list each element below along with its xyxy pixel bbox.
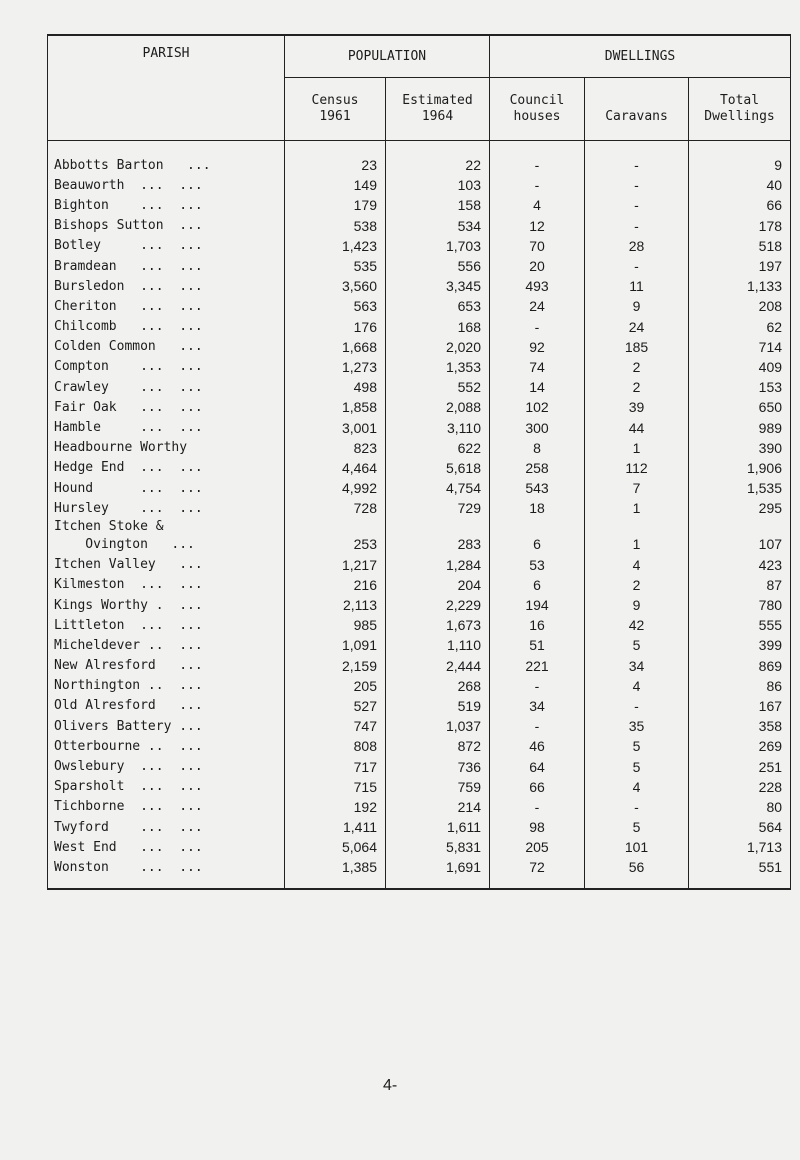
estimated-cell: 268 (386, 676, 490, 696)
total-dwellings-cell: 714 (689, 337, 791, 357)
caravans-cell: 9 (585, 296, 689, 316)
census-cell: 535 (285, 256, 386, 276)
parish-name: Itchen Stoke & (48, 518, 285, 534)
estimated-cell: 158 (386, 195, 490, 215)
census-cell: 985 (285, 615, 386, 635)
parish-name: Cheriton ... ... (48, 296, 285, 316)
council-houses-cell: 300 (490, 417, 585, 437)
caravans-cell: 7 (585, 478, 689, 498)
council-houses-cell: 14 (490, 377, 585, 397)
total-dwellings-header: Total Dwellings (689, 78, 791, 141)
council-houses-cell: 98 (490, 817, 585, 837)
council-houses-cell: 8 (490, 438, 585, 458)
caravans-cell: 56 (585, 857, 689, 877)
estimated-cell: 1,110 (386, 635, 490, 655)
page-number: 4- (383, 1077, 398, 1094)
census-cell: 1,668 (285, 337, 386, 357)
table-row (48, 417, 791, 437)
estimated-cell: 653 (386, 296, 490, 316)
table-row (48, 256, 791, 276)
estimated-cell: 2,444 (386, 656, 490, 676)
table-row (48, 438, 791, 458)
table-row (48, 756, 791, 776)
parish-table-sheet (47, 34, 790, 890)
parish-name: Bighton ... ... (48, 195, 285, 215)
council-houses-cell: - (490, 317, 585, 337)
total-dwellings-cell: 399 (689, 635, 791, 655)
parish-name: Itchen Valley ... (48, 555, 285, 575)
council-houses-cell: - (490, 175, 585, 195)
council-houses-cell: 221 (490, 656, 585, 676)
council-houses-cell: 16 (490, 615, 585, 635)
total-dwellings-cell: 869 (689, 656, 791, 676)
table-row (48, 317, 791, 337)
council-houses-cell: 53 (490, 555, 585, 575)
census-cell: 1,411 (285, 817, 386, 837)
estimated-cell: 556 (386, 256, 490, 276)
council-houses-cell: 6 (490, 575, 585, 595)
total-dwellings-cell: 551 (689, 857, 791, 877)
census-cell: 717 (285, 756, 386, 776)
total-dwellings-cell: 390 (689, 438, 791, 458)
parish-name: Twyford ... ... (48, 817, 285, 837)
caravans-cell: 1 (585, 438, 689, 458)
council-houses-cell: 24 (490, 296, 585, 316)
parish-name: Chilcomb ... ... (48, 317, 285, 337)
census-cell: 2,113 (285, 595, 386, 615)
estimated-cell: 214 (386, 797, 490, 817)
total-dwellings-cell: 107 (689, 534, 791, 554)
total-dwellings-cell: 650 (689, 397, 791, 417)
census-cell: 23 (285, 155, 386, 175)
parish-rows (48, 155, 791, 878)
census-cell: 4,464 (285, 458, 386, 478)
census-cell: 1,423 (285, 236, 386, 256)
census-cell: 715 (285, 777, 386, 797)
estimated-cell: 168 (386, 317, 490, 337)
total-dwellings-cell: 153 (689, 377, 791, 397)
census-header: Census 1961 (285, 78, 386, 141)
parish-name: Botley ... ... (48, 236, 285, 256)
estimated-cell: 1,691 (386, 857, 490, 877)
council-houses-cell: 543 (490, 478, 585, 498)
total-dwellings-cell: 197 (689, 256, 791, 276)
estimated-cell: 2,020 (386, 337, 490, 357)
estimated-cell: 283 (386, 534, 490, 554)
table-row (48, 296, 791, 316)
table-row (48, 837, 791, 857)
table-row (48, 615, 791, 635)
council-houses-cell: 34 (490, 696, 585, 716)
table-row (48, 555, 791, 575)
total-dwellings-cell: 66 (689, 195, 791, 215)
total-dwellings-cell: 228 (689, 777, 791, 797)
council-houses-cell: 72 (490, 857, 585, 877)
census-cell: 823 (285, 438, 386, 458)
estimated-cell: 1,703 (386, 236, 490, 256)
estimated-cell: 1,284 (386, 555, 490, 575)
council-houses-header: Council houses (490, 78, 585, 141)
total-dwellings-cell: 423 (689, 555, 791, 575)
parish-name: Owslebury ... ... (48, 756, 285, 776)
table-row (48, 236, 791, 256)
estimated-cell: 1,037 (386, 716, 490, 736)
council-houses-cell: 12 (490, 216, 585, 236)
caravans-cell: 24 (585, 317, 689, 337)
council-houses-cell: 74 (490, 357, 585, 377)
population-header: POPULATION (285, 35, 490, 78)
council-houses-cell: 18 (490, 498, 585, 518)
total-dwellings-cell: 87 (689, 575, 791, 595)
census-cell: 728 (285, 498, 386, 518)
caravans-cell: 4 (585, 777, 689, 797)
council-houses-cell: 20 (490, 256, 585, 276)
table-row (48, 696, 791, 716)
parish-name: West End ... ... (48, 837, 285, 857)
table-row (48, 857, 791, 877)
total-dwellings-cell: 80 (689, 797, 791, 817)
parish-name: Hound ... ... (48, 478, 285, 498)
council-houses-cell: 64 (490, 756, 585, 776)
census-cell: 808 (285, 736, 386, 756)
parish-name: Colden Common ... (48, 337, 285, 357)
parish-name: Old Alresford ... (48, 696, 285, 716)
total-dwellings-cell: 1,906 (689, 458, 791, 478)
total-dwellings-cell: 409 (689, 357, 791, 377)
caravans-cell: 39 (585, 397, 689, 417)
council-houses-cell: 493 (490, 276, 585, 296)
estimated-header: Estimated 1964 (386, 78, 490, 141)
table-row (48, 478, 791, 498)
table-row (48, 377, 791, 397)
parish-name: Abbotts Barton ... (48, 155, 285, 175)
parish-name: Fair Oak ... ... (48, 397, 285, 417)
estimated-cell: 552 (386, 377, 490, 397)
dwellings-header: DWELLINGS (490, 35, 791, 78)
caravans-cell: - (585, 256, 689, 276)
caravans-cell: 34 (585, 656, 689, 676)
census-cell: 1,217 (285, 555, 386, 575)
table-row (48, 155, 791, 175)
caravans-cell: 9 (585, 595, 689, 615)
caravans-cell: - (585, 195, 689, 215)
estimated-cell: 534 (386, 216, 490, 236)
caravans-header: Caravans (585, 78, 689, 141)
caravans-cell: 1 (585, 534, 689, 554)
table-row (48, 357, 791, 377)
table-row (48, 797, 791, 817)
table-row (48, 595, 791, 615)
census-cell: 192 (285, 797, 386, 817)
total-dwellings-cell: 358 (689, 716, 791, 736)
caravans-cell: 4 (585, 555, 689, 575)
census-cell: 1,273 (285, 357, 386, 377)
table-row (48, 397, 791, 417)
caravans-cell: 11 (585, 276, 689, 296)
parish-name: Otterbourne .. ... (48, 736, 285, 756)
total-dwellings-cell: 780 (689, 595, 791, 615)
total-dwellings-cell: 251 (689, 756, 791, 776)
caravans-cell: 2 (585, 575, 689, 595)
census-cell: 253 (285, 534, 386, 554)
council-houses-cell: - (490, 676, 585, 696)
parish-name: Tichborne ... ... (48, 797, 285, 817)
estimated-cell: 5,618 (386, 458, 490, 478)
table-row (48, 337, 791, 357)
table-row (48, 195, 791, 215)
census-cell: 176 (285, 317, 386, 337)
table-row (48, 498, 791, 518)
council-houses-cell: - (490, 155, 585, 175)
parish-name: Micheldever .. ... (48, 635, 285, 655)
council-houses-cell: - (490, 716, 585, 736)
population-dwellings-table (47, 34, 791, 890)
table-row (48, 736, 791, 756)
table-row (48, 216, 791, 236)
parish-name: Compton ... ... (48, 357, 285, 377)
caravans-cell: - (585, 696, 689, 716)
total-dwellings-cell: 989 (689, 417, 791, 437)
parish-name: Bramdean ... ... (48, 256, 285, 276)
parish-name: Kings Worthy . ... (48, 595, 285, 615)
total-dwellings-cell: 167 (689, 696, 791, 716)
estimated-cell: 2,229 (386, 595, 490, 615)
council-houses-cell: 46 (490, 736, 585, 756)
estimated-cell: 2,088 (386, 397, 490, 417)
total-dwellings-cell: 564 (689, 817, 791, 837)
estimated-cell: 759 (386, 777, 490, 797)
estimated-cell: 22 (386, 155, 490, 175)
table-row (48, 656, 791, 676)
parish-name: Bishops Sutton ... (48, 216, 285, 236)
council-houses-cell: 4 (490, 195, 585, 215)
caravans-cell: - (585, 216, 689, 236)
council-houses-cell: 194 (490, 595, 585, 615)
census-cell: 205 (285, 676, 386, 696)
census-cell: 2,159 (285, 656, 386, 676)
table-row (48, 175, 791, 195)
parish-name: Crawley ... ... (48, 377, 285, 397)
table-row (48, 534, 791, 554)
council-houses-cell: 51 (490, 635, 585, 655)
parish-name: Headbourne Worthy (48, 438, 285, 458)
estimated-cell: 1,353 (386, 357, 490, 377)
caravans-cell: 2 (585, 357, 689, 377)
caravans-cell: 5 (585, 817, 689, 837)
estimated-cell: 5,831 (386, 837, 490, 857)
census-cell: 5,064 (285, 837, 386, 857)
parish-name: New Alresford ... (48, 656, 285, 676)
estimated-cell: 872 (386, 736, 490, 756)
council-houses-cell: 102 (490, 397, 585, 417)
parish-name: Sparsholt ... ... (48, 777, 285, 797)
estimated-cell: 103 (386, 175, 490, 195)
estimated-cell: 3,345 (386, 276, 490, 296)
estimated-cell: 519 (386, 696, 490, 716)
table-row (48, 458, 791, 478)
estimated-cell: 1,673 (386, 615, 490, 635)
caravans-cell: 112 (585, 458, 689, 478)
table-row (48, 777, 791, 797)
council-houses-cell: 6 (490, 534, 585, 554)
caravans-cell: 42 (585, 615, 689, 635)
caravans-cell: 5 (585, 756, 689, 776)
parish-name: Hursley ... ... (48, 498, 285, 518)
estimated-cell: 204 (386, 575, 490, 595)
census-cell: 1,858 (285, 397, 386, 417)
estimated-cell: 622 (386, 438, 490, 458)
caravans-cell: 185 (585, 337, 689, 357)
census-cell: 527 (285, 696, 386, 716)
caravans-cell: 5 (585, 736, 689, 756)
table-row (48, 276, 791, 296)
census-cell: 538 (285, 216, 386, 236)
total-dwellings-cell: 86 (689, 676, 791, 696)
caravans-cell: 44 (585, 417, 689, 437)
census-cell: 1,385 (285, 857, 386, 877)
parish-name: Northington .. ... (48, 676, 285, 696)
census-cell: 563 (285, 296, 386, 316)
total-dwellings-cell: 518 (689, 236, 791, 256)
total-dwellings-cell: 1,133 (689, 276, 791, 296)
caravans-cell: - (585, 797, 689, 817)
parish-header: PARISH (48, 35, 285, 141)
total-dwellings-cell: 555 (689, 615, 791, 635)
estimated-cell: 3,110 (386, 417, 490, 437)
council-houses-cell: 205 (490, 837, 585, 857)
council-houses-cell: 70 (490, 236, 585, 256)
census-cell: 1,091 (285, 635, 386, 655)
parish-name: Bursledon ... ... (48, 276, 285, 296)
census-cell: 4,992 (285, 478, 386, 498)
census-cell: 179 (285, 195, 386, 215)
parish-name: Olivers Battery ... (48, 716, 285, 736)
council-houses-cell: 92 (490, 337, 585, 357)
parish-name: Wonston ... ... (48, 857, 285, 877)
caravans-cell: 2 (585, 377, 689, 397)
caravans-cell: 4 (585, 676, 689, 696)
census-cell: 3,560 (285, 276, 386, 296)
total-dwellings-cell: 295 (689, 498, 791, 518)
parish-name: Hamble ... ... (48, 417, 285, 437)
caravans-cell: 1 (585, 498, 689, 518)
table-row (48, 817, 791, 837)
parish-name: Ovington ... (48, 534, 285, 554)
census-cell: 216 (285, 575, 386, 595)
estimated-cell: 1,611 (386, 817, 490, 837)
total-dwellings-cell: 269 (689, 736, 791, 756)
estimated-cell: 4,754 (386, 478, 490, 498)
parish-name: Littleton ... ... (48, 615, 285, 635)
council-houses-cell: - (490, 797, 585, 817)
parish-name: Beauworth ... ... (48, 175, 285, 195)
table-row (48, 635, 791, 655)
caravans-cell: 28 (585, 236, 689, 256)
parish-name: Hedge End ... ... (48, 458, 285, 478)
table-row (48, 575, 791, 595)
census-cell: 747 (285, 716, 386, 736)
parish-name: Kilmeston ... ... (48, 575, 285, 595)
caravans-cell: - (585, 175, 689, 195)
total-dwellings-cell: 208 (689, 296, 791, 316)
estimated-cell: 729 (386, 498, 490, 518)
total-dwellings-cell: 1,713 (689, 837, 791, 857)
table-row (48, 518, 791, 534)
table-row (48, 716, 791, 736)
caravans-cell: 5 (585, 635, 689, 655)
total-dwellings-cell: 178 (689, 216, 791, 236)
census-cell: 149 (285, 175, 386, 195)
total-dwellings-cell: 62 (689, 317, 791, 337)
table-row (48, 676, 791, 696)
census-cell: 3,001 (285, 417, 386, 437)
caravans-cell: 101 (585, 837, 689, 857)
council-houses-cell: 66 (490, 777, 585, 797)
total-dwellings-cell: 40 (689, 175, 791, 195)
census-cell: 498 (285, 377, 386, 397)
total-dwellings-cell: 9 (689, 155, 791, 175)
council-houses-cell: 258 (490, 458, 585, 478)
estimated-cell: 736 (386, 756, 490, 776)
caravans-cell: 35 (585, 716, 689, 736)
total-dwellings-cell: 1,535 (689, 478, 791, 498)
caravans-cell: - (585, 155, 689, 175)
